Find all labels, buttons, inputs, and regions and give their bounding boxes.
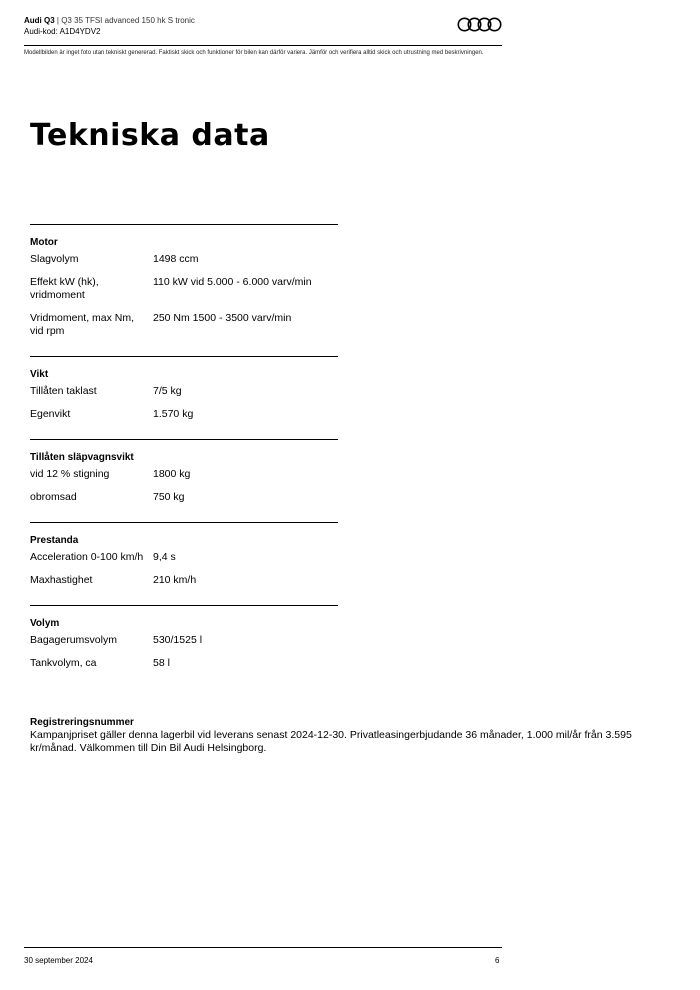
section-spacer xyxy=(30,514,338,522)
model-name: Audi Q3 xyxy=(24,16,55,25)
spec-value: 750 kg xyxy=(153,491,185,503)
spec-row xyxy=(30,574,338,597)
page-number: 6 xyxy=(495,956,500,965)
registration-text: Kampanjpriset gäller denna lagerbil vid leverans senast 2024-12-30. Privatleasingerbjudande 36 månader, 1.000 mil/år från 3.595 kr/månad. Välkommen till Din Bil Audi Helsingborg. xyxy=(30,729,632,754)
spec-value: 58 l xyxy=(153,657,170,669)
spec-row xyxy=(30,408,338,431)
spec-row xyxy=(30,385,338,408)
spec-row xyxy=(30,634,338,657)
spec-label: obromsad xyxy=(30,491,77,503)
spec-value: 1498 ccm xyxy=(153,253,199,265)
spec-table xyxy=(30,224,338,688)
spec-section xyxy=(30,224,338,356)
footer-date: 30 september 2024 xyxy=(24,956,93,965)
section-spacer xyxy=(30,680,338,688)
section-spacer xyxy=(30,597,338,605)
spec-row xyxy=(30,253,338,276)
spec-label: Vridmoment, max Nm, vid rpm xyxy=(30,312,135,337)
spec-label: vid 12 % stigning xyxy=(30,468,110,480)
model-line xyxy=(24,15,502,26)
registration-block xyxy=(30,716,660,755)
spec-label: Bagagerumsvolym xyxy=(30,634,117,646)
section-title: Vikt xyxy=(30,369,49,380)
spec-value: 530/1525 l xyxy=(153,634,203,646)
spec-section xyxy=(30,522,338,605)
section-title: Tillåten släpvagnsvikt xyxy=(30,452,134,463)
footer-divider xyxy=(24,947,502,948)
spec-row xyxy=(30,657,338,680)
page-title: Tekniska data xyxy=(30,118,270,153)
spec-section xyxy=(30,605,338,688)
audi-code: Audi-kod: A1D4YDV2 xyxy=(24,27,101,36)
spec-value: 210 km/h xyxy=(153,574,197,586)
audi-rings-logo-icon xyxy=(457,17,502,32)
spec-label: Maxhastighet xyxy=(30,574,93,586)
spec-label: Effekt kW (hk), vridmoment xyxy=(30,276,99,301)
spec-row xyxy=(30,551,338,574)
registration-title: Registreringsnummer xyxy=(30,717,134,728)
model-variant: Q3 35 TFSI advanced 150 hk S tronic xyxy=(61,16,195,25)
disclaimer-text: Modellbilden är inget foto utan tekniskt genererad. Faktiskt skick och funktioner för bilen kan därför variera. Jämför och verifiera alltid skick och utrustning med beskrivningen. xyxy=(24,50,484,56)
section-title: Volym xyxy=(30,618,60,629)
spec-value: 1800 kg xyxy=(153,468,191,480)
spec-value: 9,4 s xyxy=(153,551,176,563)
spec-value: 7/5 kg xyxy=(153,385,182,397)
section-title: Prestanda xyxy=(30,535,79,546)
spec-value: 250 Nm 1500 - 3500 varv/min xyxy=(153,312,292,324)
spec-row xyxy=(30,468,338,491)
spec-row xyxy=(30,491,338,514)
spec-label: Acceleration 0-100 km/h xyxy=(30,551,144,563)
spec-label: Egenvikt xyxy=(30,408,71,420)
spec-row xyxy=(30,276,338,312)
header-divider xyxy=(24,45,502,46)
spec-row xyxy=(30,312,338,348)
spec-label: Tankvolym, ca xyxy=(30,657,97,669)
section-title: Motor xyxy=(30,237,58,248)
spec-label: Slagvolym xyxy=(30,253,79,265)
spec-section xyxy=(30,439,338,522)
model-separator: | xyxy=(54,16,62,25)
section-spacer xyxy=(30,348,338,356)
spec-value: 1.570 kg xyxy=(153,408,194,420)
section-spacer xyxy=(30,431,338,439)
spec-value: 110 kW vid 5.000 - 6.000 varv/min xyxy=(153,276,312,288)
spec-label: Tillåten taklast xyxy=(30,385,97,397)
spec-section xyxy=(30,356,338,439)
page-header xyxy=(24,15,502,37)
